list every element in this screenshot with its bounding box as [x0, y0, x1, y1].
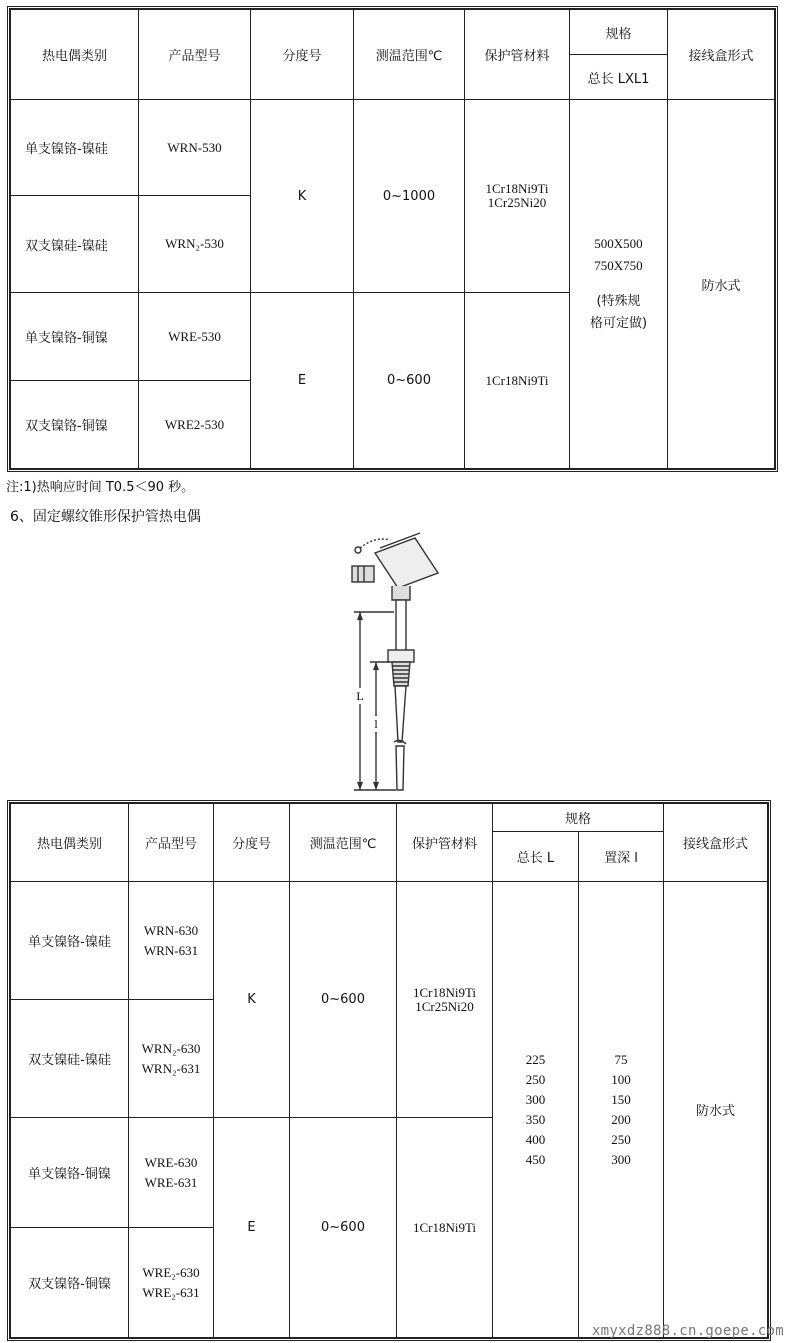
- spec-table-530: [10, 9, 775, 469]
- grade-k: K: [251, 100, 354, 293]
- section-heading: 6、固定螺纹锥形保护管热电偶: [10, 509, 201, 525]
- header-material: 保护管材料: [397, 804, 493, 882]
- depth-value: 100: [611, 1071, 631, 1087]
- row-model-1: WRN₂-630: [141, 1040, 201, 1056]
- range-k: 0~600: [290, 882, 397, 1118]
- header-grade: 分度号: [251, 10, 354, 100]
- row-model: [129, 1228, 214, 1338]
- spec-value-1: 500X500: [594, 236, 643, 251]
- row-model: [129, 882, 214, 1000]
- length-value: 450: [525, 1151, 546, 1167]
- material-k-2: 1Cr25Ni20: [415, 998, 474, 1014]
- depths-col: [579, 882, 664, 1338]
- row-type: 单支镍铬-铜镍: [11, 293, 139, 381]
- grade-k: K: [214, 882, 290, 1118]
- material-k-1: 1Cr18Ni9Ti: [412, 984, 477, 1000]
- header-range: 测温范围℃: [354, 10, 465, 100]
- length-value: 400: [525, 1131, 546, 1147]
- row-model-2: WRN₂-631: [141, 1060, 201, 1076]
- header-spec-len: 总长 L: [493, 832, 579, 882]
- row-type: 双支镍铬-铜镍: [11, 1228, 129, 1338]
- row-type: 单支镍铬-镍硅: [11, 882, 129, 1000]
- range-e: 0~600: [354, 293, 465, 469]
- depth-value: 75: [614, 1051, 628, 1067]
- header-type: 热电偶类别: [11, 10, 139, 100]
- header-range: 测温范围℃: [290, 804, 397, 882]
- row-model-1: WRE₂-630: [142, 1264, 200, 1280]
- header-model: 产品型号: [129, 804, 214, 882]
- depth-value: 200: [611, 1111, 631, 1127]
- length-value: 300: [525, 1091, 546, 1107]
- header-box: 接线盒形式: [664, 804, 768, 882]
- material-k: [397, 882, 493, 1118]
- range-k: 0~1000: [354, 100, 465, 293]
- row-type: 双支镍硅-镍硅: [11, 1000, 129, 1118]
- depth-value: 150: [611, 1091, 631, 1107]
- spec-table-630: [10, 803, 768, 1338]
- row-model: [129, 1000, 214, 1118]
- row-model: WRN-530: [139, 100, 251, 196]
- row-model-2: WRN-631: [143, 942, 199, 958]
- header-spec: 规格: [493, 804, 664, 832]
- material-k: [465, 100, 570, 293]
- range-e: 0~600: [290, 1118, 397, 1338]
- label-L: L: [356, 689, 364, 703]
- material-k-1: 1Cr18Ni9Ti: [485, 181, 549, 196]
- header-spec-depth: 置深 l: [579, 832, 664, 882]
- spec-note-1: (特殊规: [596, 294, 641, 309]
- header-spec: 规格: [570, 10, 668, 55]
- material-k-2: 1Cr25Ni20: [487, 195, 547, 210]
- row-model: WRE2-530: [139, 381, 251, 469]
- material-e: 1Cr18Ni9Ti: [397, 1118, 493, 1338]
- length-value: 350: [525, 1111, 546, 1127]
- row-type: 单支镍铬-镍硅: [11, 100, 139, 196]
- watermark: xmyxdz888.cn.goepe.com: [591, 1323, 784, 1339]
- box-value: 防水式: [668, 100, 775, 469]
- spec-value-2: 750X750: [594, 258, 643, 273]
- row-type: 单支镍铬-铜镍: [11, 1118, 129, 1228]
- spec-note-2: 格可定做): [589, 316, 648, 331]
- box-value: 防水式: [664, 882, 768, 1338]
- row-model: WRE-530: [139, 293, 251, 381]
- depth-value: 250: [611, 1131, 631, 1147]
- length-value: 225: [525, 1051, 546, 1067]
- label-l: l: [374, 717, 378, 731]
- thermocouple-diagram: [330, 528, 470, 793]
- row-type: 双支镍铬-铜镍: [11, 381, 139, 469]
- header-type: 热电偶类别: [11, 804, 129, 882]
- depth-value: 300: [611, 1151, 631, 1167]
- header-box: 接线盒形式: [668, 10, 775, 100]
- header-material: 保护管材料: [465, 10, 570, 100]
- row-model: WRN₂-530: [139, 196, 251, 293]
- length-value: 250: [525, 1071, 546, 1087]
- row-model: [129, 1118, 214, 1228]
- row-model-2: WRE-631: [144, 1174, 198, 1190]
- note-text: 注:1)热响应时间 T0.5＜90 秒。: [6, 480, 195, 495]
- header-model: 产品型号: [139, 10, 251, 100]
- grade-e: E: [251, 293, 354, 469]
- header-grade: 分度号: [214, 804, 290, 882]
- material-e: 1Cr18Ni9Ti: [465, 293, 570, 469]
- row-model-1: WRE-630: [144, 1154, 198, 1170]
- row-model-2: WRE₂-631: [142, 1284, 200, 1300]
- lengths-col: [493, 882, 579, 1338]
- spec-values: [570, 100, 668, 469]
- row-model-1: WRN-630: [143, 922, 199, 938]
- grade-e: E: [214, 1118, 290, 1338]
- header-spec-sub: 总长 LXL1: [570, 55, 668, 100]
- row-type: 双支镍硅-镍硅: [11, 196, 139, 293]
